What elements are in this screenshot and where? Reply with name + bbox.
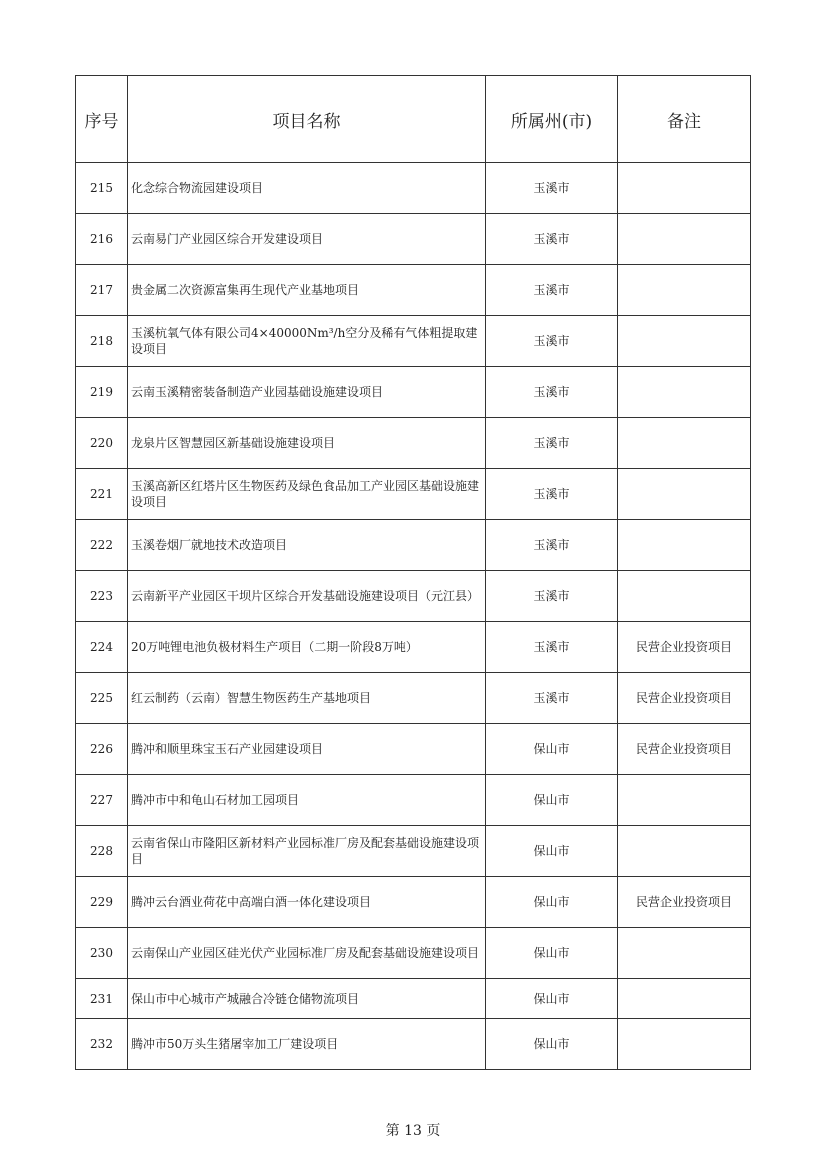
prefecture: 玉溪市 (486, 520, 618, 571)
table-row (76, 418, 751, 469)
row-number: 221 (76, 469, 128, 520)
remark (618, 520, 751, 571)
prefecture: 保山市 (486, 775, 618, 826)
table-row (76, 673, 751, 724)
row-number: 215 (76, 163, 128, 214)
remark: 民营企业投资项目 (618, 673, 751, 724)
remark (618, 979, 751, 1019)
remark: 民营企业投资项目 (618, 724, 751, 775)
remark (618, 316, 751, 367)
table-row (76, 265, 751, 316)
project-name: 化念综合物流园建设项目 (128, 163, 486, 214)
row-number: 220 (76, 418, 128, 469)
page-number: 第 13 页 (385, 1123, 441, 1139)
prefecture: 玉溪市 (486, 469, 618, 520)
remark: 民营企业投资项目 (618, 877, 751, 928)
row-number: 226 (76, 724, 128, 775)
project-name: 云南省保山市隆阳区新材料产业园标准厂房及配套基础设施建设项目 (128, 826, 486, 877)
table-row (76, 163, 751, 214)
remark (618, 214, 751, 265)
remark (618, 469, 751, 520)
row-number: 217 (76, 265, 128, 316)
table-row (76, 520, 751, 571)
prefecture: 玉溪市 (486, 214, 618, 265)
header-city: 所属州(市) (486, 76, 618, 163)
header-note: 备注 (618, 76, 751, 163)
prefecture: 玉溪市 (486, 163, 618, 214)
project-name: 玉溪卷烟厂就地技术改造项目 (128, 520, 486, 571)
header-no: 序号 (76, 76, 128, 163)
prefecture: 保山市 (486, 979, 618, 1019)
project-name: 贵金属二次资源富集再生现代产业基地项目 (128, 265, 486, 316)
row-number: 218 (76, 316, 128, 367)
row-number: 223 (76, 571, 128, 622)
project-name: 云南易门产业园区综合开发建设项目 (128, 214, 486, 265)
project-name: 龙泉片区智慧园区新基础设施建设项目 (128, 418, 486, 469)
prefecture: 保山市 (486, 724, 618, 775)
header-name: 项目名称 (128, 76, 486, 163)
remark (618, 163, 751, 214)
project-name: 腾冲云台酒业荷花中高端白酒一体化建设项目 (128, 877, 486, 928)
remark: 民营企业投资项目 (618, 622, 751, 673)
prefecture: 保山市 (486, 928, 618, 979)
project-name: 20万吨锂电池负极材料生产项目（二期一阶段8万吨） (128, 622, 486, 673)
project-name: 玉溪高新区红塔片区生物医药及绿色食品加工产业园区基础设施建设项目 (128, 469, 486, 520)
prefecture: 玉溪市 (486, 265, 618, 316)
project-name: 玉溪杭氧气体有限公司4×40000Nm³/h空分及稀有气体粗提取建设项目 (128, 316, 486, 367)
project-name: 云南玉溪精密装备制造产业园基础设施建设项目 (128, 367, 486, 418)
remark (618, 775, 751, 826)
remark (618, 1019, 751, 1070)
table-header (76, 76, 751, 163)
project-name: 云南保山产业园区硅光伏产业园标准厂房及配套基础设施建设项目 (128, 928, 486, 979)
table-row (76, 928, 751, 979)
prefecture: 保山市 (486, 877, 618, 928)
row-number: 229 (76, 877, 128, 928)
table-row (76, 469, 751, 520)
row-number: 225 (76, 673, 128, 724)
remark (618, 265, 751, 316)
prefecture: 玉溪市 (486, 316, 618, 367)
remark (618, 418, 751, 469)
prefecture: 玉溪市 (486, 418, 618, 469)
row-number: 224 (76, 622, 128, 673)
project-name: 红云制药（云南）智慧生物医药生产基地项目 (128, 673, 486, 724)
remark (618, 928, 751, 979)
table-row (76, 724, 751, 775)
table-row (76, 214, 751, 265)
table-row (76, 571, 751, 622)
row-number: 230 (76, 928, 128, 979)
table-row (76, 979, 751, 1019)
row-number: 222 (76, 520, 128, 571)
table-row (76, 367, 751, 418)
table-row (76, 826, 751, 877)
table-row (76, 1019, 751, 1070)
row-number: 232 (76, 1019, 128, 1070)
row-number: 227 (76, 775, 128, 826)
table-row (76, 775, 751, 826)
project-name: 腾冲市50万头生猪屠宰加工厂建设项目 (128, 1019, 486, 1070)
prefecture: 保山市 (486, 826, 618, 877)
prefecture: 玉溪市 (486, 367, 618, 418)
table-row (76, 622, 751, 673)
prefecture: 保山市 (486, 1019, 618, 1070)
project-table (75, 75, 751, 1070)
row-number: 231 (76, 979, 128, 1019)
table-row (76, 877, 751, 928)
row-number: 228 (76, 826, 128, 877)
project-name: 腾冲市中和龟山石材加工园项目 (128, 775, 486, 826)
row-number: 216 (76, 214, 128, 265)
prefecture: 玉溪市 (486, 673, 618, 724)
project-name: 腾冲和顺里珠宝玉石产业园建设项目 (128, 724, 486, 775)
remark (618, 367, 751, 418)
project-name: 保山市中心城市产城融合冷链仓储物流项目 (128, 979, 486, 1019)
table-row (76, 316, 751, 367)
remark (618, 826, 751, 877)
row-number: 219 (76, 367, 128, 418)
prefecture: 玉溪市 (486, 571, 618, 622)
prefecture: 玉溪市 (486, 622, 618, 673)
remark (618, 571, 751, 622)
project-name: 云南新平产业园区干坝片区综合开发基础设施建设项目（元江县） (128, 571, 486, 622)
